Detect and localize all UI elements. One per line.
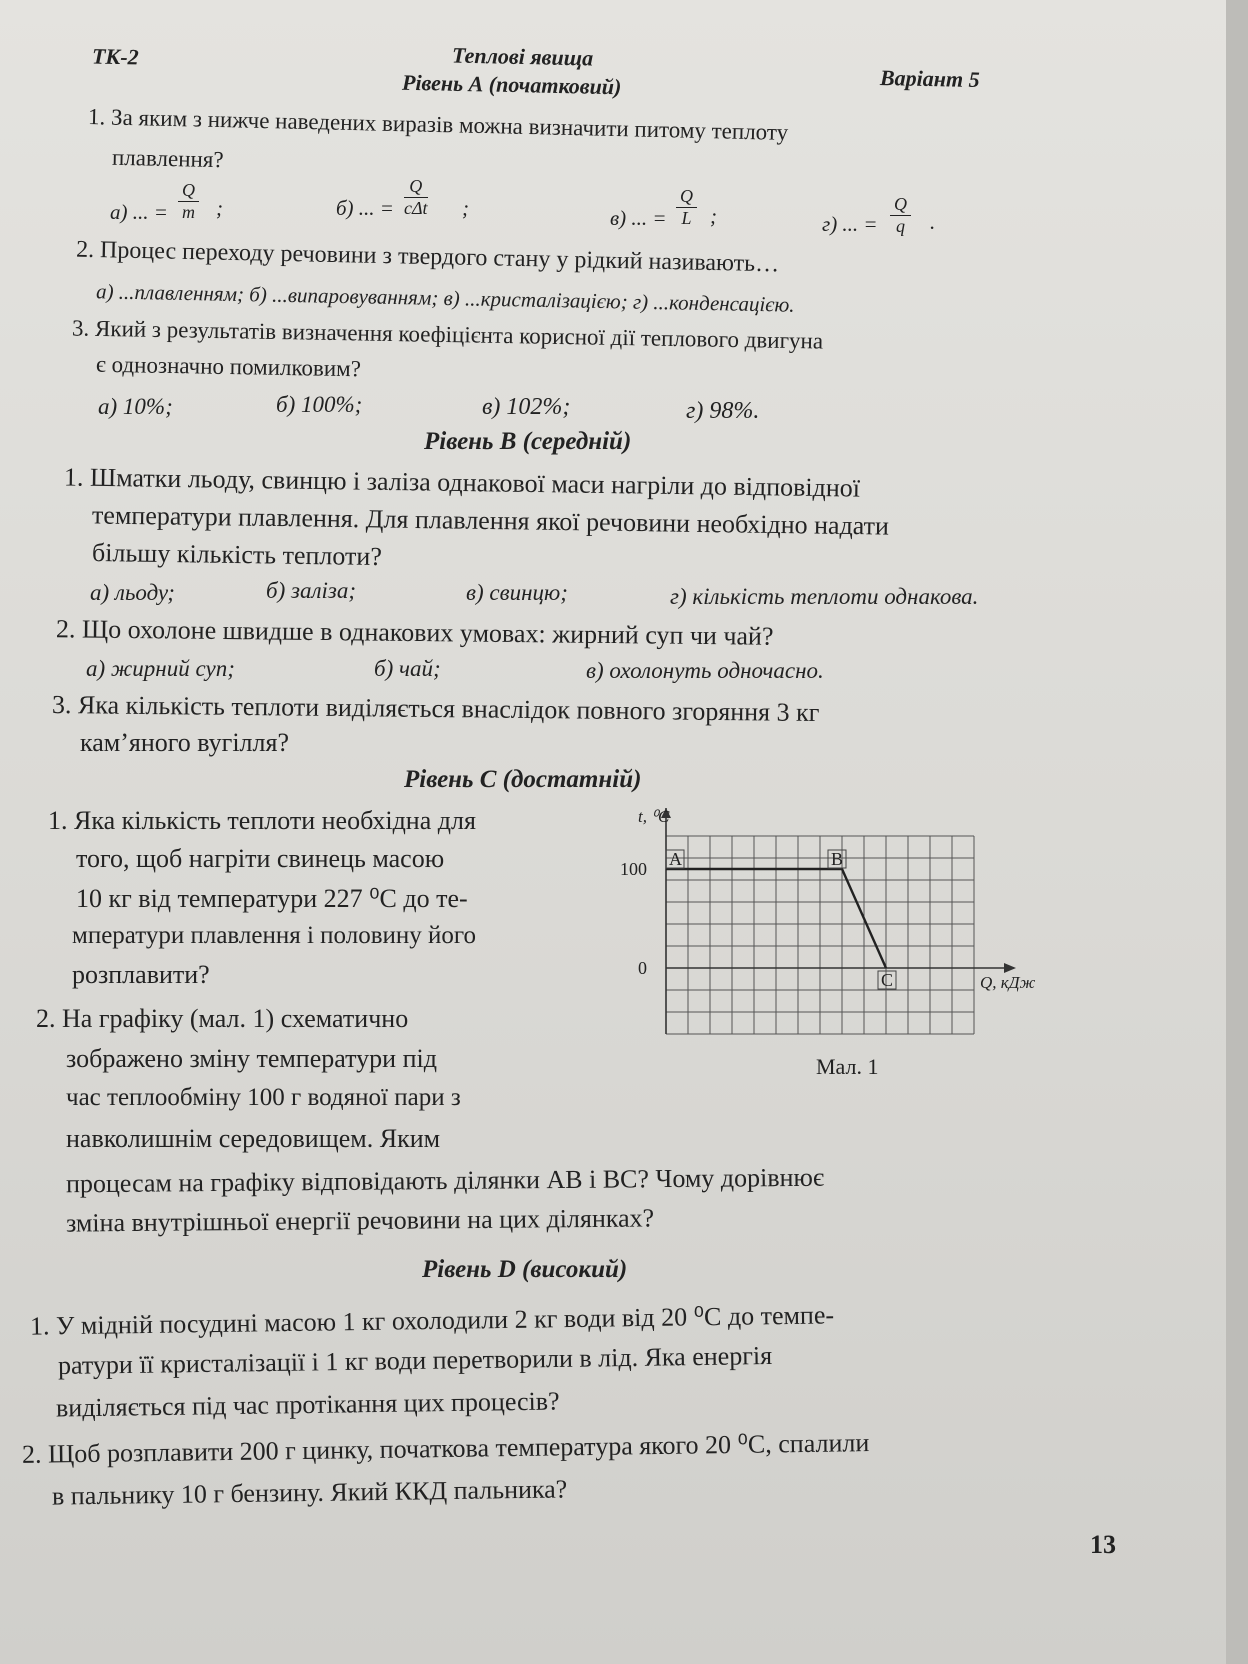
test-code: ТК-2 <box>91 43 139 70</box>
level-a-q1-line1: 1. За яким з нижче наведених виразів можна визначити питому теплоту <box>87 104 789 145</box>
level-a-q1-opt-c-fraction: $\frac{Q}{L}$ <box>676 186 697 229</box>
level-b-q1-opt-b: б) заліза; <box>266 578 357 603</box>
level-b-q1-opt-c: в) свинцю; <box>466 580 568 605</box>
level-a-q1-opt-b-tail: ; <box>462 196 469 220</box>
level-a-q2-options: а) ...плавленням; б) ...випаровуванням; в) ...кристалізацією; г) ...конденсацією. <box>95 279 795 317</box>
level-b-title: Рівень В (середній) <box>424 428 632 455</box>
level-d-q1-line2: ратури її кристалізації і 1 кг води перетворили в лід. Яка енергія <box>57 1341 773 1380</box>
level-b-q2-opt-c: в) охолонуть одночасно. <box>586 658 824 683</box>
temperature-graph <box>600 808 1080 1108</box>
level-b-q1-line3: більшу кількість теплоти? <box>91 537 383 572</box>
chart-grid <box>666 836 974 1034</box>
page-number: 13 <box>1090 1530 1116 1559</box>
level-c-q2-line2: зображено зміну температури під <box>66 1044 437 1073</box>
level-b-q1-line1: 1. Шматки льоду, свинцю і заліза однакової маси нагріли до відповідної <box>63 462 861 503</box>
level-c-q2-line6: зміна внутрішньої енергії речовини на цих ділянках? <box>65 1203 655 1238</box>
level-a-q1-opt-a-label: а) ... = <box>110 200 168 224</box>
level-c-q1-line5: розплавити? <box>72 960 210 989</box>
level-d-q1-line3: виділяється під час протікання цих процесів? <box>55 1386 560 1423</box>
level-a-q2-text: 2. Процес переходу речовини з твердого стану у рідкий називають… <box>75 236 780 278</box>
level-b-q2-text: 2. Що охолоне швидше в однакових умовах: жирний суп чи чай? <box>55 614 774 651</box>
level-c-q1-line1: 1. Яка кількість теплоти необхідна для <box>48 806 476 835</box>
x-axis-label: Q, кДж <box>980 973 1036 992</box>
level-a-q3-opt-d: г) 98%. <box>686 398 760 424</box>
y-axis-label: t, ⁰C <box>638 808 670 826</box>
level-a-q3-opt-b: б) 100%; <box>276 392 363 417</box>
chart-axes <box>661 808 1016 1034</box>
level-b-q2-opt-b: б) чай; <box>374 656 441 681</box>
level-a-q1-opt-a-fraction: $\frac{Q}{m}$ <box>178 180 199 223</box>
y-tick-0: 0 <box>638 958 647 978</box>
level-a-q3-opt-a: а) 10%; <box>98 394 173 419</box>
level-a-q1-opt-c-label: в) ... = <box>610 206 667 230</box>
level-a-q3-line1: 3. Який з результатів визначення коефіцієнта корисної дії теплового двигуна <box>71 315 824 354</box>
level-c-q1-line2: того, щоб нагріти свинець масою <box>76 844 445 873</box>
level-c-q1-line4: мператури плавлення і половину його <box>72 922 477 949</box>
level-a-q1-opt-d-tail: . <box>930 210 936 234</box>
level-c-title: Рівень С (достатній) <box>404 766 642 793</box>
level-b-q3-line2: кам’яного вугілля? <box>80 728 290 757</box>
level-a-q1-line2: плавлення? <box>111 144 224 173</box>
level-b-q3-line1: 3. Яка кількість теплоти виділяється внаслідок повного згоряння 3 кг <box>51 689 820 728</box>
level-a-title: Рівень А (початковий) <box>401 69 622 100</box>
level-a-q1-opt-d-fraction: $\frac{Q}{q}$ <box>890 194 911 237</box>
level-a-q1-opt-a-tail: ; <box>216 196 223 220</box>
level-d-title: Рівень D (високий) <box>422 1256 628 1283</box>
level-a-q1-opt-d-label: г) ... = <box>822 212 878 236</box>
x-axis-arrow <box>1004 963 1016 973</box>
level-c-q2-line4: навколишнім середовищем. Яким <box>66 1124 441 1153</box>
level-a-q1-opt-b-label: б) ... = <box>336 196 394 220</box>
point-label-A: A <box>669 849 682 869</box>
level-b-q1-opt-a: а) льоду; <box>90 580 175 605</box>
level-d-q2-line1: 2. Щоб розплавити 200 г цинку, початкова температура якого 20 ⁰С, спалили <box>21 1428 870 1469</box>
y-tick-100: 100 <box>620 859 647 879</box>
level-c-q2-line5: процесам на графіку відповідають ділянки АВ і ВС? Чому дорівнює <box>65 1162 825 1199</box>
level-c-q1-line3: 10 кг від температури 227 ⁰С до те- <box>76 884 468 913</box>
variant-label: Варіант 5 <box>879 64 980 93</box>
level-a-q1-opt-b-fraction: Q cΔt <box>404 176 428 218</box>
topic-title: Теплові явища <box>451 42 594 71</box>
point-label-B: B <box>831 849 844 869</box>
point-label-C: C <box>881 970 894 990</box>
level-d-q2-line2: в пальнику 10 г бензину. Який ККД пальника? <box>51 1474 568 1511</box>
level-c-q2-line3: час теплообміну 100 г водяної пари з <box>66 1084 461 1111</box>
level-d-q1-line1: 1. У мідній посудині масою 1 кг охолодили 2 кг води від 20 ⁰С до темпе- <box>29 1300 835 1341</box>
level-a-q3-opt-c: в) 102%; <box>482 394 571 420</box>
level-b-q2-opt-a: а) жирний суп; <box>86 656 235 681</box>
level-c-q2-line1: 2. На графіку (мал. 1) схематично <box>36 1004 409 1033</box>
page-edge <box>1226 0 1248 1664</box>
level-a-q3-line2: є однозначно помилковим? <box>95 351 362 382</box>
level-b-q1-line2: температури плавлення. Для плавлення якої речовини необхідно надати <box>91 500 890 541</box>
figure-caption: Мал. 1 <box>816 1054 879 1079</box>
level-a-q1-opt-c-tail: ; <box>710 204 717 228</box>
level-b-q1-opt-d: г) кількість теплоти однакова. <box>670 584 979 609</box>
chart-labels <box>620 808 1036 1079</box>
